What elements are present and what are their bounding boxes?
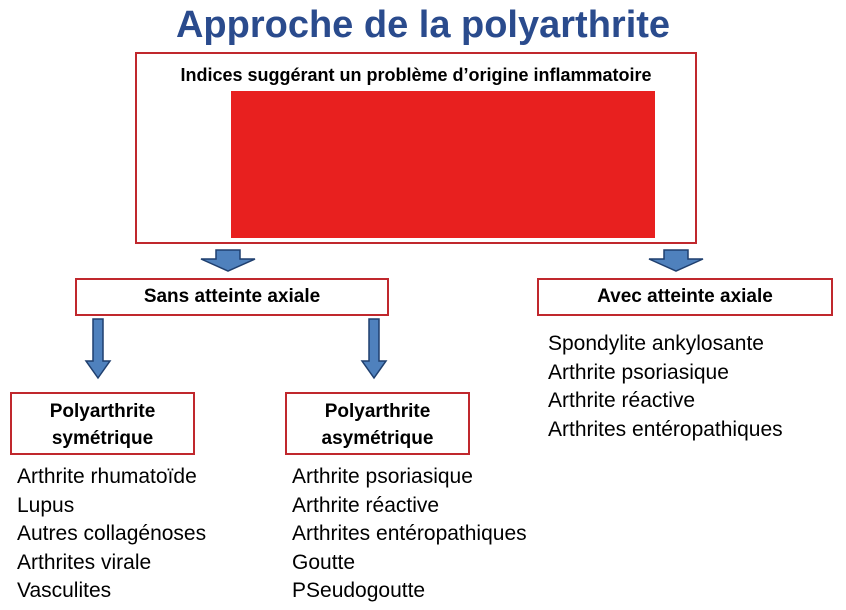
list-item: Goutte: [292, 550, 356, 574]
down-arrow-icon-sans: [201, 250, 255, 271]
list-item: PSeudogoutte: [292, 579, 426, 602]
sym-label-line2: symétrique: [51, 428, 154, 449]
list-item: Arthrite rhumatoïde: [17, 465, 197, 488]
asym-label-line2: asymétrique: [321, 428, 434, 449]
list-item: Arthrite psoriasique: [292, 465, 473, 488]
list-item: Arthrite psoriasique: [548, 360, 729, 384]
list-item: Vasculites: [17, 579, 112, 602]
list-item: Arthrites entéropathiques: [548, 417, 783, 441]
list-item: Arthrite réactive: [548, 389, 696, 412]
polyarthrite-symetrique-box: [10, 392, 195, 455]
polyarthrite-asymetrique-box: [285, 392, 470, 455]
asym-label-line1: Polyarthrite: [324, 401, 431, 422]
list-item: Arthrite réactive: [292, 493, 440, 517]
page-title: Approche de la polyarthrite: [175, 4, 671, 46]
down-arrow-icon-sym: [86, 319, 110, 378]
list-item: Spondylite ankylosante: [548, 332, 764, 355]
sym-label-line1: Polyarthrite: [49, 401, 156, 422]
avec-atteinte-axiale-box: Avec atteinte axiale: [537, 278, 833, 316]
avec-atteinte-list: [548, 330, 783, 444]
list-item: Arthrites entéropathiques: [292, 522, 527, 545]
asymetrique-list: [292, 463, 527, 606]
list-item: Lupus: [17, 493, 75, 517]
list-item: Autres collagénoses: [17, 522, 207, 545]
sans-atteinte-axiale-box: Sans atteinte axiale: [75, 278, 389, 316]
list-item: Arthrites virale: [17, 550, 152, 574]
down-arrow-icon-asym: [362, 319, 386, 378]
down-arrow-icon-avec: [649, 250, 703, 271]
symetrique-list: [17, 463, 206, 606]
inflammatory-clues-header: Indices suggérant un problème d’origine inflammatoire: [180, 65, 652, 85]
